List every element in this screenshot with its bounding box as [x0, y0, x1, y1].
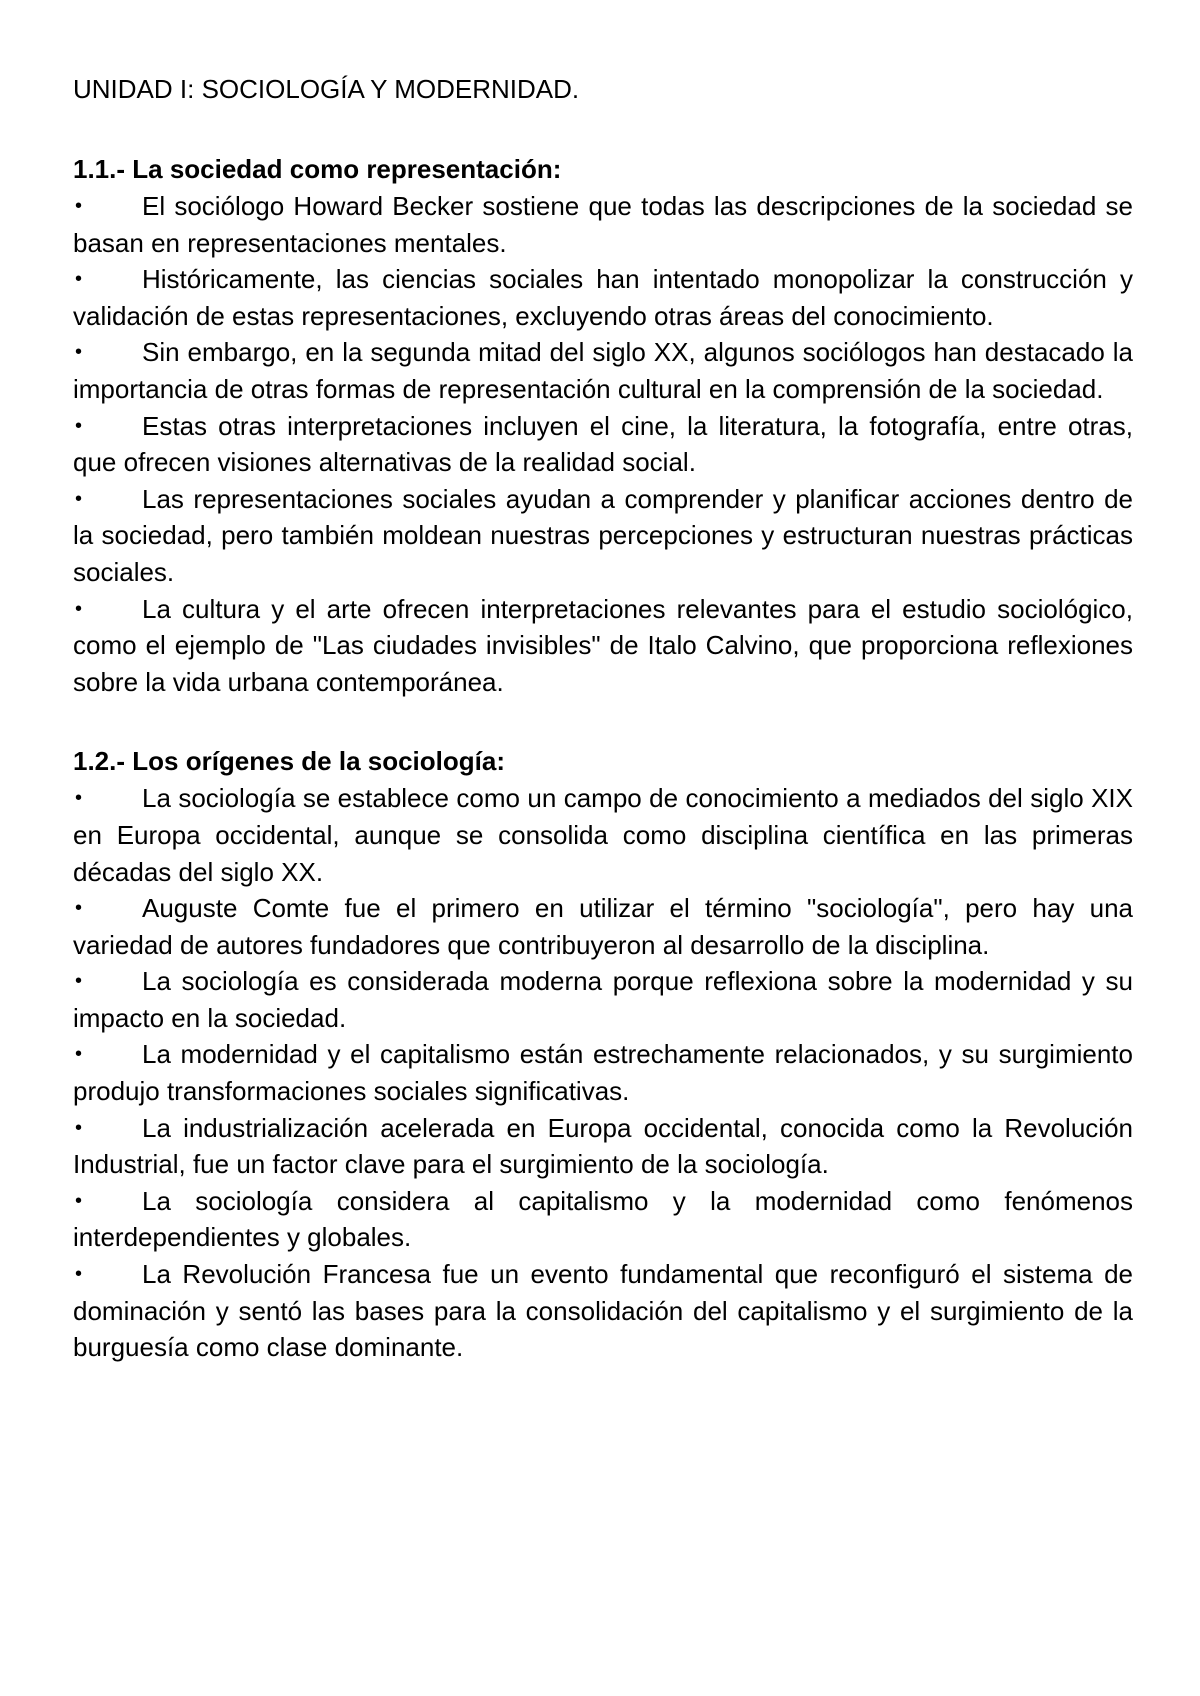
unit-title: UNIDAD I: SOCIOLOGÍA Y MODERNIDAD. [73, 74, 580, 104]
bullet-icon: • [75, 1263, 83, 1286]
bullet-text: La Revolución Francesa fue un evento fundamental que reconfiguró el sistema de dominación y sentó las bases para la consolidación del capitalismo y el surgimiento de la burguesía como clase dominante. [73, 1259, 1133, 1363]
section-1-1 [73, 150, 1133, 700]
bullet-text: Sin embargo, en la segunda mitad del siglo XX, algunos sociólogos han destacado la importancia de otras formas de representación cultural en la comprensión de la sociedad. [73, 337, 1133, 404]
bullet-text: Históricamente, las ciencias sociales han intentado monopolizar la construcción y validación de estas representaciones, excluyendo otras áreas del conocimiento. [73, 264, 1133, 331]
list-item [73, 481, 1133, 591]
list-item [73, 963, 1133, 1036]
list-item [73, 334, 1133, 407]
list-item [73, 1036, 1133, 1109]
bullet-text: La modernidad y el capitalismo están estrechamente relacionados, y su surgimiento produjo transformaciones sociales significativas. [73, 1039, 1133, 1107]
bullet-text: La cultura y el arte ofrecen interpretaciones relevantes para el estudio sociológico, como el ejemplo de "Las ciudades invisibles" de Italo Calvino, que proporciona reflexiones sobre la vida urbana contemporánea. [73, 593, 1133, 697]
bullet-icon: • [75, 341, 83, 364]
bullet-text: Las representaciones sociales ayudan a comprender y planificar acciones dentro de la sociedad, pero también moldean nuestras percepciones y estructuran nuestras prácticas sociales. [73, 483, 1133, 587]
section-heading: 1.1.- La sociedad como representación: [73, 154, 562, 184]
bullet-icon: • [75, 597, 83, 620]
document-page [73, 70, 1133, 1366]
section-heading: 1.2.- Los orígenes de la sociología: [73, 746, 505, 777]
list-item [73, 408, 1133, 481]
bullet-text: La sociología considera al capitalismo y la modernidad como fenómenos interdependientes y globales. [73, 1185, 1133, 1253]
bullet-list [73, 780, 1133, 1366]
bullet-icon: • [75, 787, 83, 810]
bullet-icon: • [75, 1116, 83, 1139]
bullet-icon: • [75, 970, 83, 993]
list-item [73, 780, 1133, 890]
bullet-icon: • [75, 487, 83, 510]
list-item [73, 1110, 1133, 1183]
bullet-list [73, 188, 1133, 700]
bullet-text: Estas otras interpretaciones incluyen el cine, la literatura, la fotografía, entre otras, que ofrecen visiones alternativas de la realidad social. [73, 410, 1133, 478]
bullet-icon: • [75, 1043, 83, 1066]
bullet-text: La sociología es considerada moderna porque reflexiona sobre la modernidad y su impacto en la sociedad. [73, 966, 1133, 1033]
bullet-icon: • [75, 268, 83, 291]
list-item [73, 890, 1133, 963]
bullet-text: La sociología se establece como un campo de conocimiento a mediados del siglo XIX en Europa occidental, aunque se consolida como disciplina científica en las primeras décadas del siglo XX. [73, 783, 1133, 887]
list-item [73, 1256, 1133, 1366]
bullet-icon: • [75, 1189, 83, 1212]
bullet-text: El sociólogo Howard Becker sostiene que todas las descripciones de la sociedad se basan en representaciones mentales. [73, 191, 1133, 258]
list-item [73, 261, 1133, 334]
list-item [73, 1183, 1133, 1256]
bullet-text: La industrialización acelerada en Europa occidental, conocida como la Revolución Industrial, fue un factor clave para el surgimiento de la sociología. [73, 1112, 1133, 1180]
list-item [73, 591, 1133, 701]
bullet-icon: • [75, 897, 83, 920]
bullet-icon: • [75, 195, 83, 217]
bullet-text: Auguste Comte fue el primero en utilizar el término "sociología", pero hay una variedad de autores fundadores que contribuyeron al desarrollo de la disciplina. [73, 893, 1133, 960]
section-1-2 [73, 742, 1133, 1366]
list-item [73, 188, 1133, 261]
bullet-icon: • [75, 414, 83, 437]
